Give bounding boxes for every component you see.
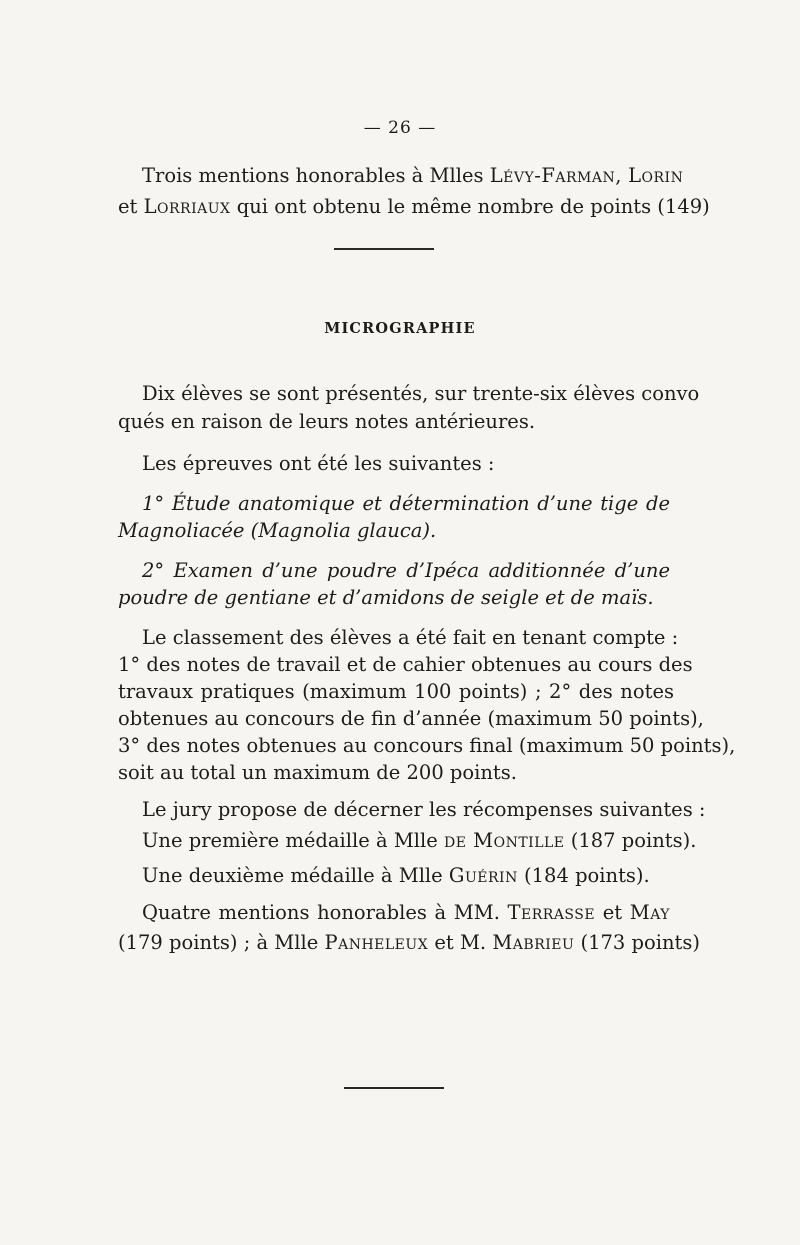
epreuve-1-line: 1° Étude anatomique et détermination d’une tige de bbox=[142, 492, 670, 515]
award-line bbox=[118, 929, 700, 956]
paragraph-line: 1° des notes de travail et de cahier obtenues au cours des bbox=[118, 653, 693, 676]
award-line bbox=[142, 899, 670, 926]
intro-line-2 bbox=[118, 193, 710, 220]
paragraph-line: 3° des notes obtenues au concours final (maximum 50 points), bbox=[118, 734, 736, 757]
epreuve-1-line: Magnoliacée (Magnolia glauca). bbox=[118, 519, 437, 542]
text: et bbox=[118, 195, 138, 218]
text: et M. bbox=[434, 931, 487, 954]
end-rule bbox=[344, 1087, 444, 1089]
text: Une deuxième médaille à Mlle bbox=[142, 864, 443, 887]
paragraph-line: obtenues au concours de fin d’année (maximum 50 points), bbox=[118, 707, 704, 730]
name: Mabrieu bbox=[492, 931, 575, 954]
text: (184 points). bbox=[524, 864, 650, 887]
paragraph-line: qués en raison de leurs notes antérieures. bbox=[118, 410, 536, 433]
name: Terrasse bbox=[507, 901, 596, 924]
paragraph-line: Le classement des élèves a été fait en tenant compte : bbox=[142, 626, 679, 649]
section-title: MICROGRAPHIE bbox=[324, 320, 476, 337]
award-line bbox=[142, 862, 670, 889]
paragraph-line: travaux pratiques (maximum 100 points) ; 2° des notes bbox=[118, 680, 674, 703]
divider-rule bbox=[334, 248, 434, 250]
name: Lévy-Farman, bbox=[489, 164, 622, 187]
intro-line-1 bbox=[142, 162, 684, 189]
epreuve-2-line: 2° Examen d’une poudre d’Ipéca additionnée d’une bbox=[142, 559, 670, 582]
text: Une première médaille à Mlle bbox=[142, 829, 438, 852]
name: Panheleux bbox=[324, 931, 429, 954]
paragraph-line: Les épreuves ont été les suivantes : bbox=[142, 452, 495, 475]
text: qui ont obtenu le même nombre de points (149) bbox=[236, 195, 710, 218]
name: Lorin bbox=[628, 164, 684, 187]
epreuve-2-line: poudre de gentiane et d’amidons de seigle et de maïs. bbox=[118, 586, 654, 609]
text: Trois mentions honorables à Mlles bbox=[142, 164, 484, 187]
paragraph-line: Dix élèves se sont présentés, sur trente-six élèves convo bbox=[142, 382, 700, 405]
text: Quatre mentions honorables à MM. bbox=[142, 901, 500, 924]
text: (173 points) bbox=[580, 931, 700, 954]
award-line bbox=[142, 827, 697, 854]
text: et bbox=[602, 901, 623, 924]
name: May bbox=[629, 901, 670, 924]
name: de Montille bbox=[444, 829, 565, 852]
text: (187 points). bbox=[570, 829, 697, 852]
name: Guérin bbox=[448, 864, 518, 887]
text: (179 points) ; à Mlle bbox=[118, 931, 319, 954]
name: Lorriaux bbox=[143, 195, 231, 218]
paragraph-line: Le jury propose de décerner les récompenses suivantes : bbox=[142, 798, 706, 821]
paragraph-line: soit au total un maximum de 200 points. bbox=[118, 761, 517, 784]
page-number: — 26 — bbox=[363, 118, 437, 138]
